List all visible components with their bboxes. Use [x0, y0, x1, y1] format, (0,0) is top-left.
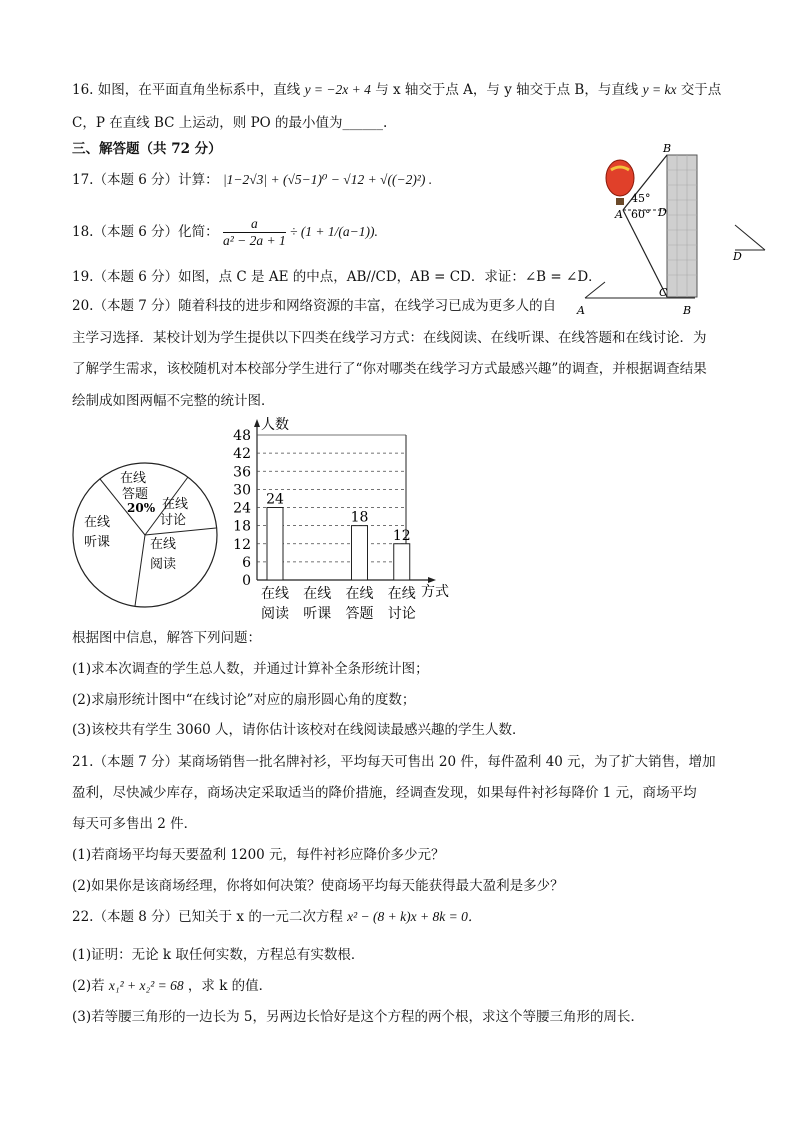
- x-category-label: 在线: [387, 586, 416, 602]
- fig-label-B: B: [663, 142, 672, 155]
- x-category-label: 在线: [345, 586, 374, 602]
- x-category-label: 在线: [303, 586, 332, 602]
- q22-part2-b: ，求 k 的值．: [187, 978, 273, 994]
- bar-value-label: 12: [392, 527, 411, 544]
- q22-equation: x² − (8 + k)x + 8k = 0．: [347, 909, 482, 924]
- q16-eq2: y = kx: [642, 82, 677, 97]
- q19-line1: [735, 225, 765, 250]
- q21-line1: 21.（本题 7 分）某商场销售一批名牌衬衫，平均每天可售出 20 件，每件盈利 40 元，为了扩大销售，增加: [72, 754, 716, 770]
- q18-denominator: a² − 2a + 1: [222, 233, 286, 248]
- q19-label-D: D: [733, 250, 742, 263]
- q16-line1: [72, 80, 721, 100]
- q20-line3: 了解学生需求，该校随机对本校部分学生进行了“你对哪类在线学习方式最感兴趣”的调查，并根据调查结果: [72, 361, 707, 377]
- q21-line3: 每天可多售出 2 件．: [72, 816, 198, 832]
- q22-part1: (1)证明：无论 k 取任何实数，方程总有实数根．: [72, 947, 365, 963]
- q22-part2: [72, 976, 272, 996]
- x-category-label: 听课: [303, 606, 332, 622]
- y-tick-label: 0: [242, 573, 251, 589]
- section-heading: 三、解答题（共 72 分）: [72, 141, 222, 157]
- pie-label-taolun-1: 在线: [162, 497, 189, 512]
- x-axis-arrow: [428, 577, 436, 583]
- y-axis-arrow: [254, 419, 260, 427]
- q22-part3: (3)若等腰三角形的一边长为 5，另两边长恰好是这个方程的两个根，求这个等腰三角形的周长．: [72, 1009, 645, 1025]
- q18-numerator: a: [223, 216, 286, 233]
- pie-label-dati-2: 答题: [122, 487, 149, 502]
- q21-part2: (2)如果你是该商场经理，你将如何决策？使商场平均每天能获得最大盈利是多少？: [72, 878, 564, 894]
- pie-label-tingke-1: 在线: [84, 515, 111, 530]
- x-category-label: 讨论: [387, 606, 416, 622]
- q16-line2: C，P 在直线 BC 上运动，则 PO 的最小值为______.: [72, 115, 388, 131]
- q16-eq1: y = −2x + 4: [304, 82, 371, 97]
- pie-label-yuedu-1: 在线: [150, 537, 177, 552]
- fig-label-45: 45°: [631, 192, 651, 205]
- y-axis-label: 人数: [261, 417, 289, 433]
- bar: [352, 526, 368, 580]
- bar-value-label: 18: [350, 509, 369, 526]
- pie-label-dati-1: 在线: [120, 471, 147, 486]
- q19-label-B: B: [683, 304, 692, 317]
- q20-line2: 主学习选择．某校计划为学生提供以下四类在线学习方式：在线阅读、在线听课、在线答题和在线讨论．为: [72, 330, 707, 346]
- q17-expression: |1−2√3| + (√5−1)⁰ − √12 + √((−2)²) .: [222, 172, 433, 187]
- fig-label-60: 60°: [631, 208, 651, 221]
- q18: [72, 214, 378, 250]
- q20-after: 根据图中信息，解答下列问题：: [72, 630, 261, 646]
- x-category-label: 阅读: [261, 606, 289, 622]
- pie-label-taolun-2: 讨论: [160, 513, 187, 528]
- fig-label-A: A: [615, 208, 623, 221]
- y-tick-label: 42: [233, 446, 251, 463]
- x-axis-label: 方式: [421, 584, 449, 600]
- y-tick-label: 48: [233, 428, 251, 444]
- x-category-label: 答题: [345, 606, 374, 622]
- bar: [267, 508, 283, 581]
- y-tick-label: 12: [233, 536, 251, 553]
- q20-part3: (3)该校共有学生 3060 人，请你估计该校对在线阅读最感兴趣的学生人数．: [72, 722, 526, 738]
- q20-line1: 20.（本题 7 分）随着科技的进步和网络资源的丰富，在线学习已成为更多人的自: [72, 298, 557, 314]
- q19-figure: [575, 220, 775, 320]
- y-tick-label: 24: [233, 500, 251, 517]
- q21-part1: (1)若商场平均每天要盈利 1200 元，每件衬衫应降价多少元？: [72, 847, 445, 863]
- q16-text-c: 交于点: [680, 82, 722, 98]
- fig-label-C: C: [659, 286, 668, 299]
- q20-part2: (2)求扇形统计图中“在线讨论”对应的扇形圆心角的度数；: [72, 692, 416, 708]
- q16-text-a: 16. 如图，在平面直角坐标系中，直线: [72, 82, 301, 98]
- pie-label-percent: 20%: [127, 501, 156, 515]
- q19-label-A: A: [577, 304, 585, 317]
- balloon: [606, 160, 634, 196]
- q20-line4: 绘制成如图两幅不完整的统计图．: [72, 393, 275, 409]
- bar: [394, 544, 410, 580]
- q22-part2-eq: x₁² + x₂² = 68: [108, 978, 184, 993]
- q22-line1: [72, 907, 481, 927]
- bar-value-label: 24: [266, 491, 284, 508]
- q21-line2: 盈利，尽快减少库存，商场决定采取适当的降价措施，经调查发现，如果每件衬衫每降价 1 元，商场平均: [72, 785, 697, 801]
- q19: 19.（本题 6 分）如图，点 C 是 AE 的中点，AB//CD，AB = CD．求证：∠B = ∠D．: [72, 269, 602, 285]
- y-tick-label: 36: [233, 464, 251, 481]
- q18-rest: ÷ (1 + 1/(a−1)).: [290, 224, 378, 239]
- q18-fraction: [223, 216, 286, 249]
- pie-label-tingke-2: 听课: [84, 535, 111, 550]
- y-tick-label: 18: [233, 518, 251, 535]
- x-category-label: 在线: [261, 586, 289, 602]
- balloon-basket: [616, 198, 624, 205]
- pie-label-yuedu-2: 阅读: [150, 557, 177, 572]
- q16-text-b: 与 x 轴交于点 A，与 y 轴交于点 B，与直线: [375, 82, 639, 98]
- q20-part1: (1)求本次调查的学生总人数，并通过计算补全条形统计图；: [72, 661, 429, 677]
- q22-text: 22.（本题 8 分）已知关于 x 的一元二次方程: [72, 909, 343, 925]
- q22-part2-a: (2)若: [72, 978, 105, 994]
- q19-line3: [585, 282, 605, 298]
- q17: [72, 170, 432, 190]
- bar-chart: [225, 415, 465, 625]
- q18-prefix: 18.（本题 6 分）化简：: [72, 224, 219, 240]
- y-tick-label: 30: [233, 482, 251, 499]
- fig-label-D: D: [658, 206, 667, 219]
- y-tick-label: 6: [242, 554, 251, 571]
- pie-chart: [70, 460, 220, 610]
- q17-prefix: 17.（本题 6 分）计算：: [72, 172, 219, 188]
